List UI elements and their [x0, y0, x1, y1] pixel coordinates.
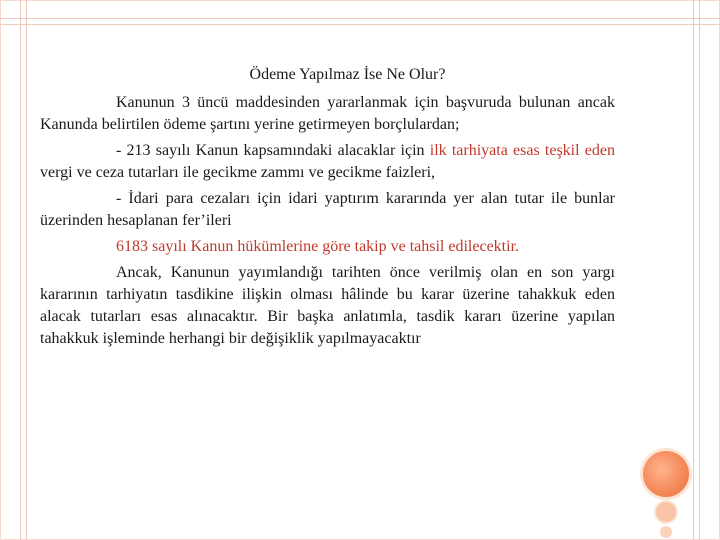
decorative-circle-medium	[654, 500, 678, 524]
paragraph-tax-after: vergi ve ceza tutarları ile gecikme zammı ve gecikme faizleri,	[40, 164, 436, 181]
paragraph-admin-fines: - İdari para cezaları için idari yaptırım kararında yer alan tutar ile bunlar üzerinden hesaplanan fer’ileri	[40, 190, 615, 229]
decorative-circle-small	[660, 526, 672, 538]
frame-line-left-inner	[26, 0, 27, 540]
paragraph-collection-statement: 6183 sayılı Kanun hükümlerine göre takip ve tahsil edilecektir.	[116, 238, 520, 255]
paragraph-intro: Kanunun 3 üncü maddesinden yararlanmak için başvuruda bulunan ancak Kanunda belirtilen ödeme şartını yerine getirmeyen borçlulardan;	[40, 94, 615, 133]
paragraph-tax-before: - 213 sayılı Kanun kapsamındaki alacaklar için	[116, 142, 430, 159]
decorative-circle-large	[640, 448, 692, 500]
paragraph-tax-items	[40, 140, 615, 184]
frame-line-top	[0, 18, 720, 19]
slide-title: Ödeme Yapılmaz İse Ne Olur?	[249, 66, 446, 83]
slide-content	[40, 64, 615, 354]
highlight-initial-assessment: ilk tarhiyata esas teşkil eden	[429, 142, 615, 159]
frame-line-right-inner	[693, 0, 694, 540]
paragraph-court-decision: Ancak, Kanunun yayımlandığı tarihten önce verilmiş olan en son yargı kararının tarhiyatın tasdikine ilişkin olması hâlinde bu karar üzerine tahakkuk eden alacak tutarları esas alınacaktır. Bir başka anlatımla, tasdik kararı üzerine yapılan tahakkuk işleminde herhangi bir değişiklik yapılmayacaktır	[40, 264, 615, 347]
frame-line-right	[699, 0, 700, 540]
frame-line-left	[20, 0, 21, 540]
frame-line-top-inner	[0, 24, 720, 25]
